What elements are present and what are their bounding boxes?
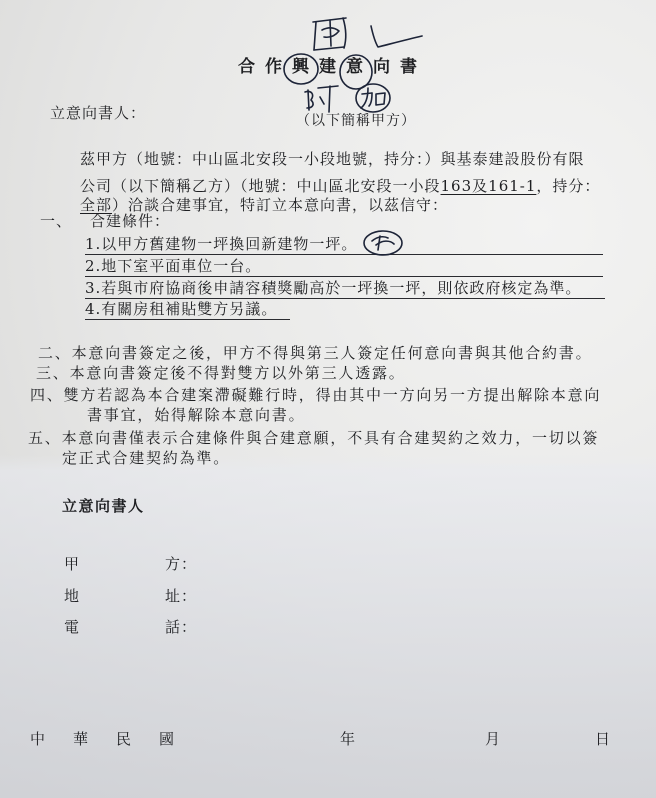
clause-4 (30, 386, 601, 404)
clause-4-continuation: 書事宜，始得解除本意向書。 (87, 406, 306, 424)
section-1-heading: 合建條件： (90, 212, 171, 230)
intro-line-2-prefix: 公司（以下簡稱乙方）（地號：中山區北安段一小段 (80, 177, 441, 195)
check-mark-icon (371, 26, 422, 47)
intro-line-2-suffix: ，持分： (536, 177, 601, 195)
clause-2 (38, 344, 592, 362)
clause-number: 五、 (28, 429, 62, 447)
party-a-label: 甲 (64, 555, 81, 573)
clause-text: 本意向書僅表示合建條件與合建意願，不具有合建契約之效力，一切以簽 (61, 429, 600, 447)
address-label: 地 (64, 587, 81, 605)
date-day-label: 日 (595, 730, 612, 748)
phone-label: 電 (64, 618, 81, 636)
condition-item: 3.若與市府協商後申請容積獎勵高於一坪換一坪，則依政府核定為準。 (85, 279, 605, 299)
signatory-label: 立意向書人： (50, 104, 147, 122)
intro-line-1: 茲甲方（地號：中山區北安段一小段地號，持分：）與基泰建設股份有限 (80, 150, 585, 168)
share-value: 全部 (80, 196, 113, 214)
intro-line-3-suffix: ）洽談合建事宜，特訂立本意向書，以茲信守： (112, 196, 449, 214)
condition-item: 1.以甲方舊建物一坪換回新建物一坪。 (85, 235, 603, 255)
clause-text: 本意向書簽定後不得對雙方以外第三人透露。 (69, 364, 406, 382)
date-year-label: 年 (340, 730, 357, 748)
party-a-label-end: 方： (165, 555, 198, 573)
circled-handwritten-note (356, 84, 390, 112)
clause-number: 二、 (38, 344, 72, 362)
clause-number: 三、 (36, 364, 70, 382)
clause-number: 四、 (30, 386, 64, 404)
party-a-note: （以下簡稱甲方） (296, 113, 416, 129)
clause-3 (36, 364, 406, 382)
clause-text: 本意向書簽定之後，甲方不得與第三人簽定任何意向書與其他合約書。 (71, 344, 593, 362)
clause-text: 雙方若認為本合建案滯礙難行時，得由其中一方向另一方提出解除本意向 (63, 386, 602, 404)
intro-line-2 (80, 177, 600, 195)
address-label-end: 址： (165, 587, 198, 605)
date-month-label: 月 (485, 730, 502, 748)
phone-label-end: 話： (165, 618, 198, 636)
handwritten-character-note (305, 86, 338, 112)
clause-5 (28, 429, 599, 447)
document-title: 合作興建意向書 (238, 57, 427, 77)
condition-item: 2.地下室平面車位一台。 (85, 257, 603, 277)
lot-numbers: 163及161-1 (440, 177, 537, 195)
handwritten-character-top (313, 18, 346, 50)
clause-5-continuation: 定正式合建契約為準。 (62, 449, 231, 467)
section-1-number: 一、 (40, 212, 73, 230)
condition-item: 4.有關房租補貼雙方另議。 (85, 300, 290, 320)
date-era: 中華民國 (30, 730, 203, 748)
signature-heading: 立意向書人 (62, 497, 145, 515)
